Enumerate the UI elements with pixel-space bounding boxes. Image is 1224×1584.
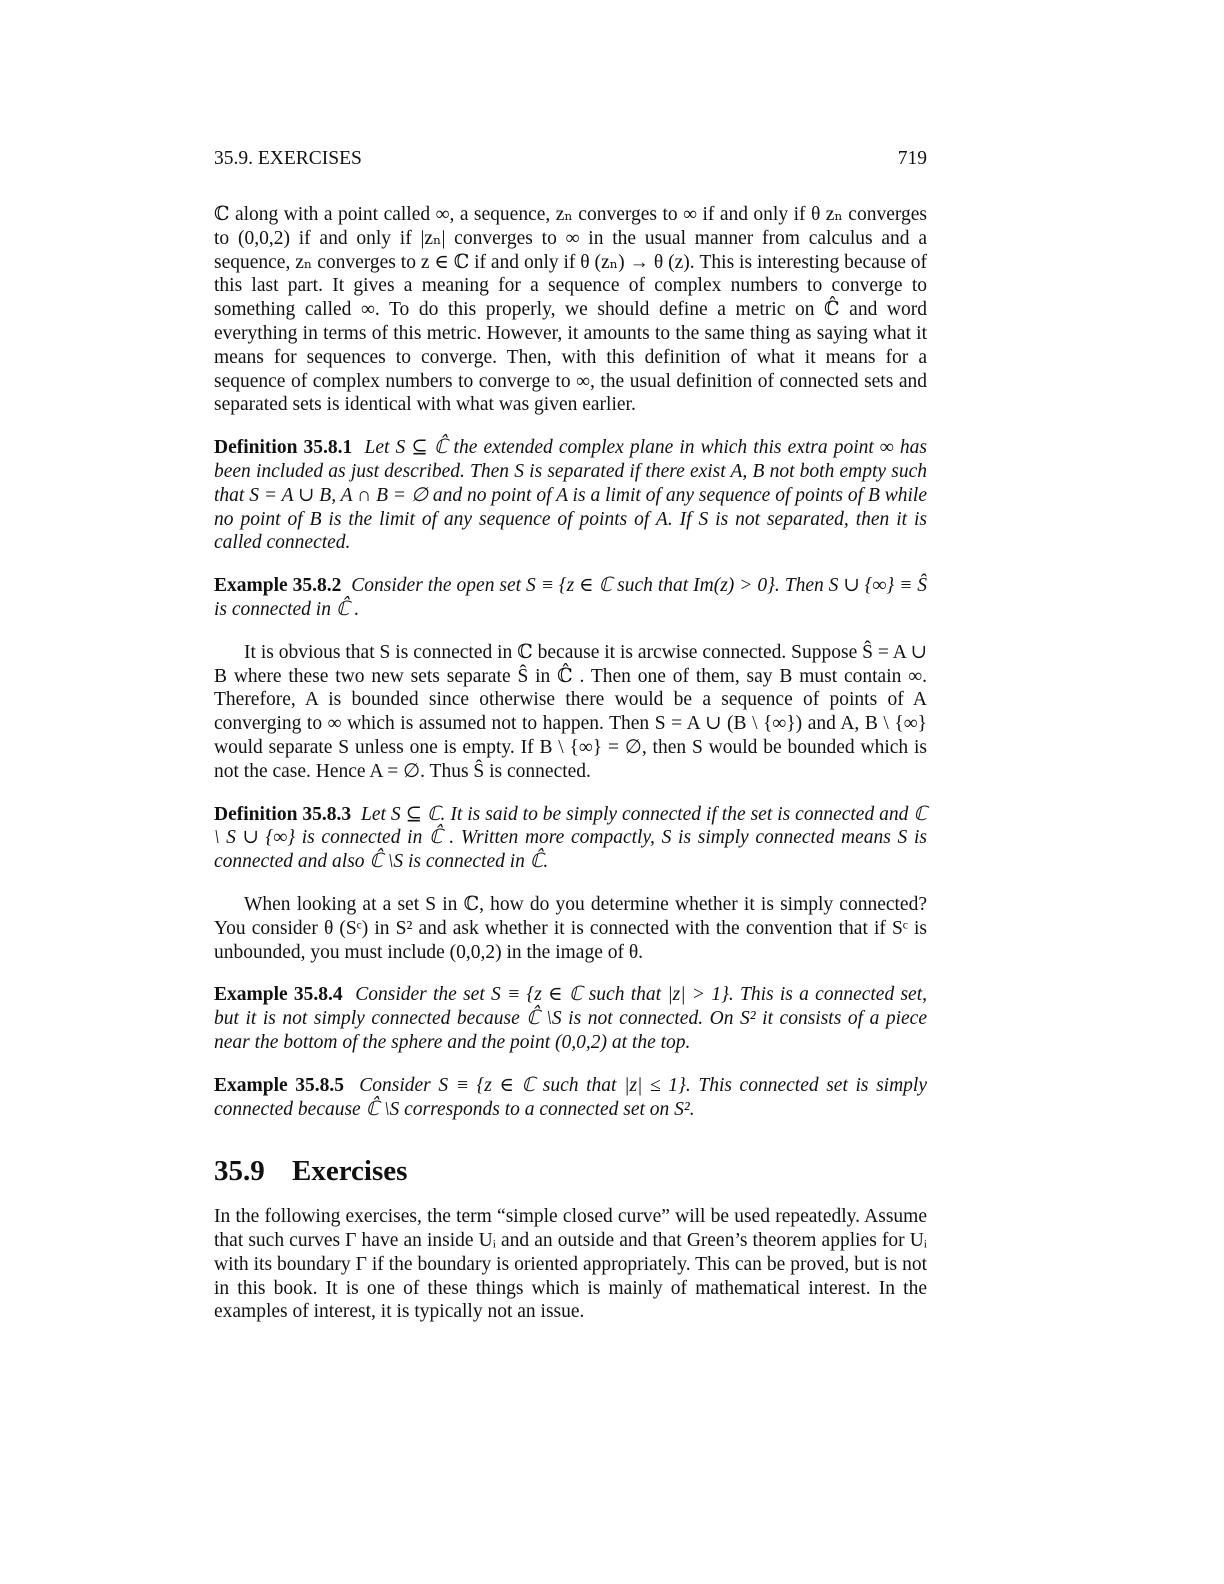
example-35-8-5 bbox=[214, 1074, 927, 1122]
example-text: Consider S ≡ {z ∈ ℂ such that |z| ≤ 1}. This connected set is simply connected because ℂ̂ \S corresponds to a connected set on S². bbox=[214, 1074, 928, 1120]
section-title: Exercises bbox=[292, 1155, 408, 1188]
page-number: 719 bbox=[897, 148, 927, 169]
exercises-intro-paragraph: In the following exercises, the term “simple closed curve” will be used repeatedly. Assume that such curves Γ have an inside Uᵢ and an outside and that Green’s theorem applies for Uᵢ with its boundary Γ if the boundary is oriented appropriately. This can be proved, but is not in this book. It is one of these things which is mainly of mathematical interest. In the examples of interest, it is typically not an issue. bbox=[214, 1206, 927, 1323]
section-number: 35.9 bbox=[214, 1155, 265, 1188]
proof-paragraph: It is obvious that S is connected in ℂ because it is arcwise connected. Suppose Ŝ = A ∪ B where these two new sets separate Ŝ in ℂ̂ . Then one of them, say B must contain ∞. Therefore, A is bounded since otherwise there would be a sequence of points of A converging to ∞ which is assumed not to happen. Then S = A ∪ (B \ {∞}) and A, B \ {∞} would separate S unless one is empty. If B \ {∞} = ∅, then S would be bounded which is not the case. Hence A = ∅. Thus Ŝ is connected. bbox=[214, 641, 927, 782]
definition-text: Let S ⊆ ℂ. It is said to be simply connected if the set is connected and ℂ \ S ∪ {∞} is connected in ℂ̂ . Written more compactly, S is simply connected means S is connected and also ℂ̂ \S is connected in ℂ̂. bbox=[214, 803, 927, 873]
example-35-8-4 bbox=[214, 983, 927, 1054]
definition-label: Definition 35.8.1 bbox=[214, 437, 353, 459]
definition-text: Let S ⊆ ℂ̂ the extended complex plane in which this extra point ∞ has been included as just described. Then S is separated if there exist A, B not both empty such that S = A ∪ B, A ∩ B = ∅ and no point of A is a limit of any sequence of points of B while no point of B is the limit of any sequence of points of A. If S is not separated, then it is called connected. bbox=[214, 437, 928, 554]
example-text: Consider the set S ≡ {z ∈ ℂ such that |z| > 1}. This is a connected set, but it is not simply connected because ℂ̂ \S is not connected. On S² it consists of a piece near the bottom of the sphere and the point (0,0,2) at the top. bbox=[214, 984, 928, 1053]
intro-paragraph: ℂ along with a point called ∞, a sequence, zₙ converges to ∞ if and only if θ zₙ converges to (0,0,2) if and only if |zₙ| converges to ∞ in the usual manner from calculus and a sequence, zₙ converges to z ∈ ℂ if and only if θ (zₙ) → θ (z). This is interesting because of this last part. It gives a meaning for a sequence of complex numbers to converge to something called ∞. To do this properly, we should define a metric on ℂ̂ and word everything in terms of this metric. However, it amounts to the same thing as saying what it means for sequences to converge. Then, with this definition of what it means for a sequence of complex numbers to converge to ∞, the usual definition of connected sets and separated sets is identical with what was given earlier. bbox=[214, 204, 927, 416]
example-label: Example 35.8.5 bbox=[214, 1074, 345, 1096]
page-header bbox=[214, 148, 927, 170]
page-content bbox=[214, 203, 927, 1324]
definition-35-8-1 bbox=[214, 436, 927, 555]
definition-label: Definition 35.8.3 bbox=[214, 803, 352, 825]
running-title: 35.9. EXERCISES bbox=[214, 148, 362, 169]
section-heading bbox=[214, 1155, 927, 1187]
definition-35-8-3 bbox=[214, 803, 927, 874]
looking-paragraph: When looking at a set S in ℂ, how do you determine whether it is simply connected? You consider θ (Sᶜ) in S² and ask whether it is connected with the convention that if Sᶜ is unbounded, you must include (0,0,2) in the image of θ. bbox=[214, 893, 927, 963]
example-text: Consider the open set S ≡ {z ∈ ℂ such that Im(z) > 0}. Then S ∪ {∞} ≡ Ŝ is connected in ℂ̂ . bbox=[214, 575, 927, 620]
example-label: Example 35.8.2 bbox=[214, 575, 342, 597]
example-35-8-2 bbox=[214, 574, 927, 622]
example-label: Example 35.8.4 bbox=[214, 984, 343, 1006]
